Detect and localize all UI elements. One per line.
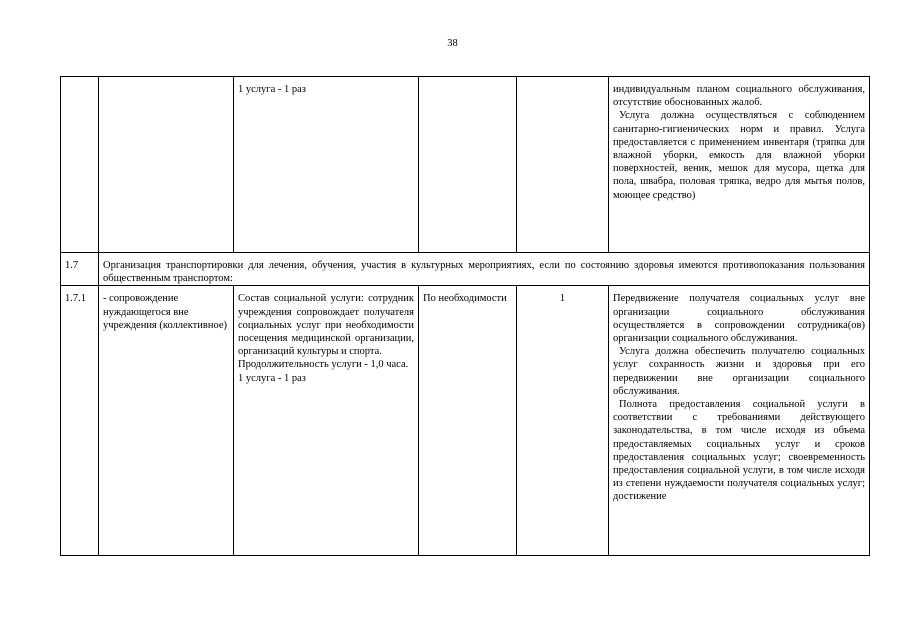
- description-paragraph: Состав социальной услуги: сотрудник учреждения сопровождает получателя социальных услуг при необходимости посещения медицинской организации, организаций культуры и спорта.: [238, 293, 414, 358]
- cell-periodicity: [419, 77, 517, 253]
- section-title: Организация транспортировки для лечения, обучения, участия в культурных мероприятиях, если по состоянию здоровья имеются противопоказания пользования общественным транспортом:: [99, 253, 870, 286]
- cell-description: [234, 286, 419, 556]
- description-paragraph: 1 услуга - 1 раз: [238, 372, 306, 384]
- cell-number: [61, 77, 99, 253]
- section-row: [61, 253, 870, 286]
- cell-requirements: [609, 286, 870, 556]
- cell-volume: [517, 77, 609, 253]
- cell-periodicity: По необходимости: [419, 286, 517, 556]
- services-table: [60, 76, 870, 556]
- requirements-paragraph: индивидуальным планом социального обслуживания, отсутствие обоснованных жалоб.: [613, 84, 865, 109]
- requirements-paragraph: Полнота предоставления социальной услуги в соответствии с требованиями действующего законодательства, в том числе исходя из объема предоставляемых социальных услуг и сроков предоставления социальных услуг; своевременность предоставления социальной услуги, в том числе исходя из степени нуждаемости получателя социальных услуг; достижение: [613, 399, 865, 503]
- cell-number: 1.7: [61, 253, 99, 286]
- page-number: 38: [447, 38, 458, 49]
- requirements-paragraph: Услуга должна осуществляться с соблюдением санитарно-гигиенических норм и правил. Услуга предоставляется с применением инвентаря (тряпка для влажной уборки, емкость для влажной уборки поверхностей, веник, мешок для мусора, щетка для пола, швабра, половая тряпка, ведро для мытья полов, моющее средство): [613, 110, 865, 201]
- cell-number: 1.7.1: [61, 286, 99, 556]
- requirements-paragraph: Передвижение получателя социальных услуг вне организации социального обслуживания осуществляется в сопровождении сотрудника(ов) организации социального обслуживания.: [613, 293, 865, 345]
- table-row: [61, 77, 870, 253]
- cell-service-name: [99, 77, 234, 253]
- cell-service-name: - сопровождение нуждающегося вне учреждения (коллективное): [99, 286, 234, 556]
- requirements-paragraph: Услуга должна обеспечить получателю социальных услуг сохранность жизни и здоровья при его передвижении вне организации социального обслуживания.: [613, 346, 865, 397]
- cell-volume: 1: [517, 286, 609, 556]
- description-paragraph: Продолжительность услуги - 1,0 часа.: [238, 359, 409, 371]
- table-row: [61, 286, 870, 556]
- cell-description: 1 услуга - 1 раз: [234, 77, 419, 253]
- cell-requirements: [609, 77, 870, 253]
